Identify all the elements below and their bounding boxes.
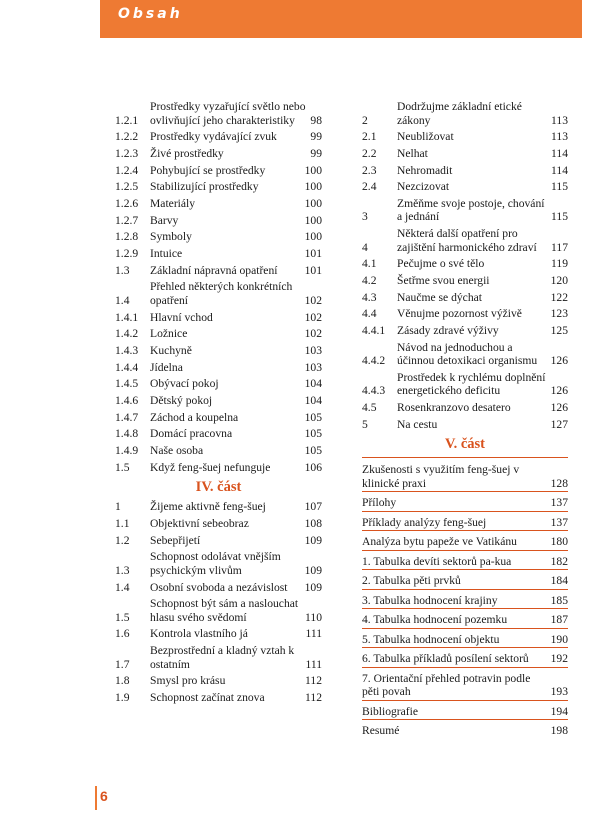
toc-entry: [115, 534, 322, 548]
toc-entry-title: Návod na jednoduchou a účinnou detoxikaci organismu: [397, 340, 538, 368]
toc-entry-number: 1.2.9: [115, 247, 139, 260]
toc-entry-number: 1.4: [115, 293, 130, 307]
toc-entry: [362, 572, 568, 590]
toc-entry: [115, 517, 322, 531]
toc-entry-number: 3: [362, 210, 368, 224]
toc-entry-title: Nezcizovat: [397, 180, 450, 194]
toc-entry-number: 1.5: [115, 460, 130, 474]
toc-entry-page: 109: [304, 533, 322, 547]
toc-entry-number: 1.4.8: [115, 427, 139, 441]
toc-entry-number: 1.9: [115, 690, 130, 704]
toc-entry-page: 109: [304, 580, 322, 594]
toc-entry: [115, 264, 322, 278]
part-iv-list: [115, 500, 322, 704]
toc-entry-title: 3. Tabulka hodnocení krajiny: [362, 593, 498, 607]
toc-entry-title: Schopnost odolávat vnějším psychickým vlivům: [150, 550, 281, 577]
toc-entry-page: 192: [550, 652, 568, 666]
toc-entry: [362, 164, 568, 178]
toc-entry: [362, 553, 568, 571]
toc-entry-page: 100: [304, 163, 322, 177]
toc-entry-page: 127: [550, 417, 568, 431]
toc-entry: [115, 344, 322, 358]
toc-entry: [115, 214, 322, 228]
toc-entry-number: 1.3: [115, 263, 130, 277]
toc-entry: [115, 230, 322, 244]
toc-entry-page: 104: [304, 394, 322, 407]
toc-entry-title: Stabilizující prostředky: [150, 180, 259, 194]
toc-entry-page: 115: [551, 210, 568, 224]
toc-entry-title: Barvy: [150, 213, 179, 227]
toc-entry-page: 108: [304, 516, 322, 530]
toc-entry: [115, 411, 322, 425]
toc-entry-page: 105: [304, 427, 322, 441]
toc-entry: [115, 164, 322, 178]
toc-entry: [115, 361, 322, 375]
toc-entry: [115, 500, 322, 514]
toc-entry-title: Dodržujme základní etické zákony: [397, 100, 522, 127]
toc-entry-number: 4: [362, 240, 368, 254]
toc-entry: [362, 670, 568, 701]
toc-entry: [362, 100, 568, 127]
toc-entry-title: Zkušenosti s využitím feng-šuej v klinické praxi: [362, 463, 520, 490]
page-title: Obsah: [118, 6, 183, 22]
toc-entry-title: 1. Tabulka devíti sektorů pa-kua: [362, 554, 512, 568]
toc-entry-number: 1.4.4: [115, 360, 139, 374]
toc-entry-title: Základní nápravná opatření: [150, 263, 278, 277]
toc-entry-page: 102: [304, 327, 322, 341]
toc-entry: [362, 324, 568, 338]
toc-entry-title: 5. Tabulka hodnocení objektu: [362, 632, 500, 646]
toc-entry: [362, 611, 568, 629]
toc-entry-page: 137: [550, 515, 568, 529]
toc-entry-number: 1.3: [115, 563, 130, 577]
toc-entry-number: 2.2: [362, 146, 377, 160]
toc-entry: [362, 197, 568, 224]
toc-entry-page: 101: [304, 263, 322, 277]
toc-entry-number: 4.3: [362, 290, 377, 304]
toc-entry-page: 111: [305, 627, 322, 641]
toc-entry-page: 104: [304, 377, 322, 391]
toc-entry: [115, 461, 322, 475]
toc-entry-page: 193: [550, 685, 568, 699]
toc-left-column: [115, 100, 322, 708]
toc-entry-page: 105: [304, 410, 322, 424]
toc-entry-number: 1.5: [115, 610, 130, 624]
toc-entry: [115, 327, 322, 341]
toc-entry: [115, 247, 322, 261]
toc-entry-page: 99: [310, 146, 322, 160]
toc-entry: [362, 722, 568, 739]
toc-entry-title: Pečujme o své tělo: [397, 257, 485, 271]
toc-entry-title: 7. Orientační přehled potravin podle pěti povah: [362, 671, 531, 699]
toc-entry-title: Sebepřijetí: [150, 533, 201, 547]
part-v-heading: V. část: [444, 436, 485, 453]
toc-entry-title: Na cestu: [397, 417, 438, 431]
toc-entry-number: 4.5: [362, 401, 377, 415]
toc-entry-number: 1.1: [115, 516, 130, 530]
toc-entry-title: Symboly: [150, 230, 192, 244]
toc-entry-title: Schopnost být sám a naslouchat hlasu svého svědomí: [150, 597, 299, 624]
toc-entry: [115, 280, 322, 307]
toc-right-list: [362, 100, 568, 431]
toc-entry-number: 4.4.2: [362, 354, 386, 368]
toc-entry-title: Resumé: [362, 724, 400, 738]
part-iv-heading: IV. část: [195, 479, 242, 496]
toc-entry-number: 1.2.5: [115, 180, 139, 194]
toc-entry: [115, 550, 322, 577]
toc-entry-title: Obývací pokoj: [150, 377, 219, 391]
toc-entry-title: Naučme se dýchat: [397, 290, 482, 304]
toc-entry-page: 112: [305, 690, 322, 704]
toc-entry-title: Kontrola vlastního já: [150, 627, 248, 641]
toc-entry-page: 102: [304, 293, 322, 307]
part-v-list: [362, 457, 568, 739]
toc-entry-number: 1.4: [115, 580, 130, 594]
toc-entry-page: 100: [304, 230, 322, 244]
toc-entry: [115, 130, 322, 144]
header-band: [100, 0, 582, 38]
toc-entry-title: Osobní svoboda a nezávislost: [150, 580, 288, 594]
toc-entry-page: 105: [304, 444, 322, 458]
toc-entry-page: 100: [304, 180, 322, 194]
toc-entry-number: 5: [362, 417, 368, 431]
toc-entry-page: 106: [304, 460, 322, 474]
toc-entry-number: 1.2.6: [115, 196, 139, 210]
toc-entry-number: 4.4: [362, 307, 377, 321]
toc-entry-page: 128: [550, 476, 568, 490]
toc-entry-number: 2.3: [362, 163, 377, 177]
toc-entry-title: Neubližovat: [397, 130, 454, 144]
toc-entry-page: 110: [305, 610, 322, 624]
toc-entry: [115, 691, 322, 705]
toc-entry-number: 1.6: [115, 627, 130, 641]
toc-entry-title: Bibliografie: [362, 704, 419, 718]
toc-entry-number: 1.8: [115, 674, 130, 688]
toc-entry: [115, 197, 322, 211]
toc-entry-number: 1.4.3: [115, 343, 139, 357]
toc-entry-title: Hlavní vchod: [150, 310, 213, 324]
toc-entry-page: 98: [310, 113, 322, 127]
toc-entry: [115, 180, 322, 194]
toc-entry-title: Pohybující se prostředky: [150, 163, 266, 177]
toc-entry-page: 115: [551, 180, 568, 194]
toc-entry-page: 125: [550, 324, 568, 338]
toc-entry-page: 137: [550, 496, 568, 510]
toc-entry: [362, 227, 568, 254]
toc-entry-page: 103: [304, 360, 322, 374]
toc-entry-page: 111: [305, 657, 322, 671]
toc-entry-page: 122: [550, 290, 568, 304]
toc-entry-number: 2.4: [362, 180, 377, 194]
toc-entry: [115, 311, 322, 325]
toc-entry-title: Bezprostřední a kladný vztah k ostatním: [150, 644, 295, 671]
toc-entry-title: Nehromadit: [397, 163, 453, 177]
toc-entry-number: 1.2: [115, 533, 130, 547]
toc-entry-page: 112: [305, 674, 322, 688]
toc-entry-title: Ložnice: [150, 327, 188, 341]
toc-entry-title: Živé prostředky: [150, 146, 224, 160]
toc-entry-page: 180: [550, 535, 568, 549]
toc-entry-page: 114: [551, 146, 568, 160]
toc-entry: [362, 592, 568, 610]
toc-entry: [115, 444, 322, 458]
toc-entry-page: 113: [551, 113, 568, 127]
toc-entry-title: Šetřme svou energii: [397, 274, 490, 287]
toc-entry-page: 99: [310, 130, 322, 144]
toc-entry-number: 1: [115, 500, 121, 514]
toc-entry: [115, 597, 322, 624]
toc-entry-page: 126: [550, 354, 568, 368]
toc-entry: [362, 514, 568, 532]
toc-entry-page: 126: [550, 384, 568, 398]
toc-entry-page: 126: [550, 401, 568, 415]
toc-entry-number: 1.4.7: [115, 410, 139, 424]
toc-entry-number: 4.4.1: [362, 324, 386, 338]
toc-entry: [362, 274, 568, 288]
toc-entry-title: Přílohy: [362, 496, 397, 510]
toc-entry-page: 107: [304, 500, 322, 514]
toc-entry-title: Věnujme pozornost výživě: [397, 307, 522, 321]
toc-entry-title: Kuchyně: [150, 343, 192, 357]
toc-entry-title: Schopnost začínat znova: [150, 690, 265, 704]
toc-entry-title: Smysl pro krásu: [150, 674, 226, 688]
toc-entry-page: 198: [550, 724, 568, 738]
toc-entry-title: Když feng-šuej nefunguje: [150, 460, 271, 474]
toc-entry-number: 1.4.2: [115, 327, 139, 341]
toc-entry: [115, 627, 322, 641]
toc-entry-page: 109: [304, 563, 322, 577]
toc-entry-number: 1.4.1: [115, 310, 139, 324]
toc-entry-number: 1.4.5: [115, 377, 139, 391]
toc-entry-page: 103: [304, 343, 322, 357]
toc-entry-number: 2: [362, 113, 368, 127]
toc-entry: [362, 401, 568, 415]
toc-entry-title: 6. Tabulka příkladů posílení sektorů: [362, 652, 529, 666]
toc-entry: [362, 147, 568, 161]
toc-entry-title: Některá další opatření pro zajištění harmonického zdraví: [397, 227, 537, 254]
toc-entry: [362, 494, 568, 512]
toc-entry-title: 4. Tabulka hodnocení pozemku: [362, 613, 508, 627]
toc-entry: [362, 418, 568, 432]
toc-entry-number: 1.2.3: [115, 146, 139, 160]
toc-entry-page: 190: [550, 632, 568, 646]
toc-entry: [362, 291, 568, 305]
toc-entry-page: 185: [550, 593, 568, 607]
toc-entry: [115, 427, 322, 441]
toc-entry: [362, 371, 568, 398]
toc-entry-number: 4.2: [362, 274, 377, 287]
toc-entry: [115, 644, 322, 671]
toc-entry: [115, 394, 322, 408]
toc-entry-page: 194: [550, 704, 568, 718]
toc-entry: [115, 581, 322, 595]
toc-entry-title: Přehled některých konkrétních opatření: [150, 280, 293, 307]
toc-entry: [115, 100, 322, 127]
toc-entry-number: 1.4.6: [115, 394, 139, 407]
toc-entry-page: 187: [550, 613, 568, 627]
toc-entry-number: 2.1: [362, 130, 377, 144]
toc-entry-title: Prostředek k rychlému doplnění energetického deficitu: [397, 370, 546, 398]
toc-entry-title: Žijeme aktivně feng-šuej: [150, 500, 266, 514]
page-number: 6: [100, 788, 108, 804]
toc-entry-page: 117: [551, 240, 568, 254]
toc-entry-title: Prostředky vyzařující světlo nebo ovlivňující jeho charakteristiky: [150, 100, 306, 127]
toc-entry-number: 1.2.2: [115, 130, 139, 144]
toc-entry-page: 123: [550, 307, 568, 321]
toc-entry-number: 1.7: [115, 657, 130, 671]
toc-entry-title: Domácí pracovna: [150, 427, 233, 441]
toc-entry-page: 102: [304, 310, 322, 324]
toc-entry-number: 4.4.3: [362, 384, 386, 398]
toc-entry-title: Dětský pokoj: [150, 394, 213, 407]
toc-entry-number: 1.2.4: [115, 163, 139, 177]
toc-entry: [362, 257, 568, 271]
toc-entry-title: Změňme svoje postoje, chování a jednání: [397, 196, 545, 224]
toc-entry-page: 100: [304, 196, 322, 210]
toc-entry: [362, 307, 568, 321]
toc-entry-page: 101: [304, 247, 322, 260]
toc-entry-page: 113: [551, 130, 568, 144]
toc-entry-title: Prostředky vydávající zvuk: [150, 130, 277, 144]
footer-rule: [95, 786, 97, 810]
toc-entry-title: 2. Tabulka pěti prvků: [362, 574, 461, 588]
toc-entry-number: 1.2.1: [115, 113, 139, 127]
toc-entry-number: 1.2.7: [115, 213, 139, 227]
toc-entry-page: 119: [551, 257, 568, 271]
toc-entry-title: Nelhat: [397, 146, 428, 160]
toc-entry: [115, 377, 322, 391]
toc-left-list: [115, 100, 322, 474]
toc-entry-title: Příklady analýzy feng-šuej: [362, 515, 487, 529]
toc-right-column: [362, 100, 568, 741]
toc-entry-title: Záchod a koupelna: [150, 410, 239, 424]
toc-entry: [362, 631, 568, 649]
toc-entry: [362, 703, 568, 721]
toc-entry-title: Materiály: [150, 196, 196, 210]
toc-entry-title: Jídelna: [150, 360, 183, 374]
toc-entry-number: 1.4.9: [115, 444, 139, 458]
toc-entry-title: Zásady zdravé výživy: [397, 324, 499, 338]
toc-entry-number: 4.1: [362, 257, 377, 271]
toc-entry: [362, 130, 568, 144]
toc-entry-title: Intuice: [150, 247, 183, 260]
toc-entry: [362, 650, 568, 668]
toc-entry-title: Objektivní sebeobraz: [150, 516, 249, 530]
toc-entry-number: 1.2.8: [115, 230, 139, 244]
toc-entry: [362, 533, 568, 551]
toc-entry: [115, 147, 322, 161]
toc-entry-title: Rosenkranzovo desatero: [397, 401, 511, 415]
toc-entry-page: 120: [550, 274, 568, 287]
toc-entry-page: 182: [550, 554, 568, 568]
toc-entry-title: Naše osoba: [150, 444, 204, 458]
toc-entry-page: 184: [550, 574, 568, 588]
toc-entry: [115, 674, 322, 688]
toc-entry: [362, 461, 568, 492]
toc-entry-title: Analýza bytu papeže ve Vatikánu: [362, 535, 517, 549]
toc-entry: [362, 341, 568, 368]
toc-entry-page: 114: [551, 163, 568, 177]
toc-entry-page: 100: [304, 213, 322, 227]
toc-entry: [362, 180, 568, 194]
